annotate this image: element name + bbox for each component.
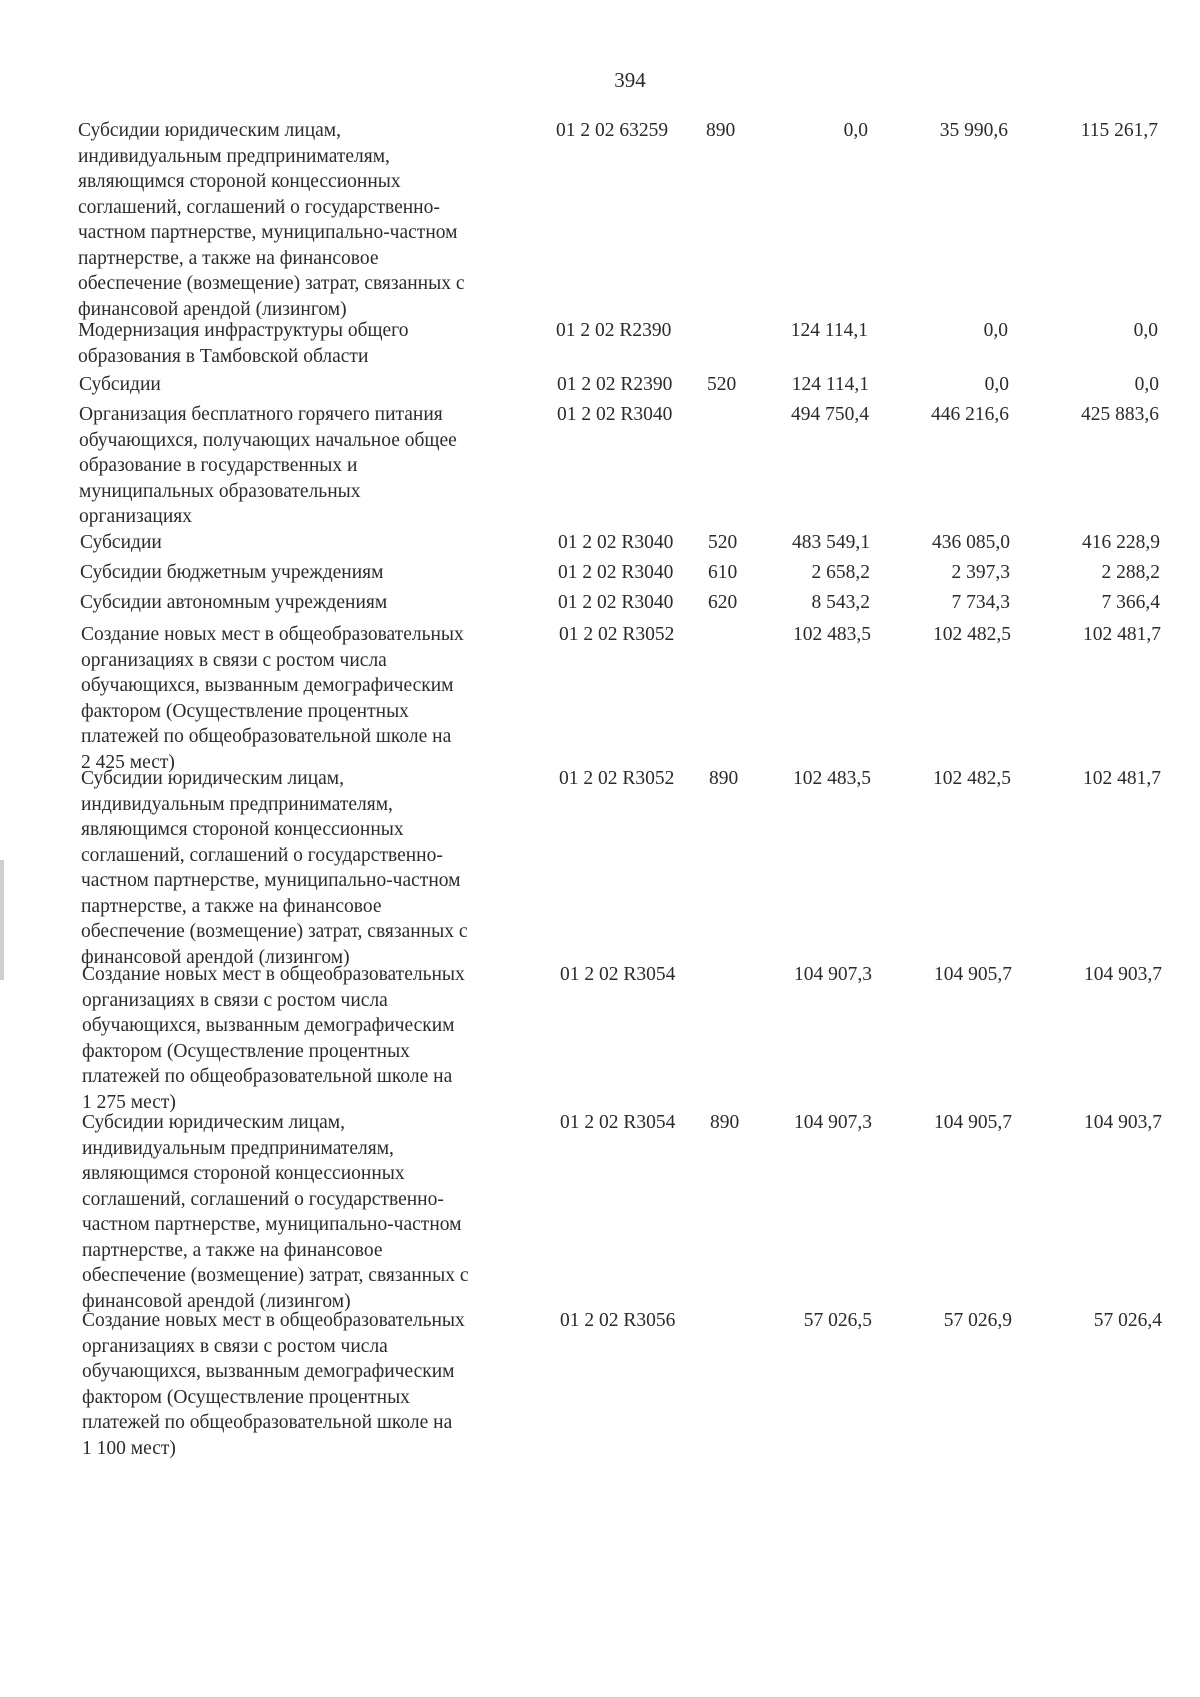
row-value-3: 0,0 (1133, 320, 1158, 341)
row-code: 01 2 02 R3054 (560, 1112, 676, 1133)
row-value-1: 102 483,5 (793, 768, 871, 789)
row-value-1: 2 658,2 (811, 562, 870, 583)
page-number: 394 (614, 68, 646, 92)
row-expense-type: 890 (709, 768, 739, 789)
table-row (80, 590, 1170, 613)
row-expense-type: 520 (708, 532, 738, 553)
row-name (81, 622, 551, 775)
row-name-line: финансовой арендой (лизингом) (82, 1290, 351, 1312)
row-name (78, 118, 548, 322)
table-row (80, 530, 1170, 553)
table-row (81, 622, 1171, 773)
row-value-3: 7 366,4 (1101, 592, 1160, 613)
row-value-2: 0,0 (983, 320, 1008, 341)
row-name-line: платежей по общеобразовательной школе на (82, 1412, 453, 1433)
row-name-line: являющимся стороной концессионных (82, 1163, 405, 1184)
table-row (78, 318, 1168, 367)
row-name-line: индивидуальным предпринимателям, (82, 1137, 394, 1159)
row-value-2: 102 482,5 (933, 624, 1011, 645)
row-name-line: организациях (79, 506, 192, 527)
row-name (79, 402, 549, 530)
row-value-3: 104 903,7 (1084, 1112, 1162, 1133)
row-name-line: организациях в связи с ростом числа (81, 649, 387, 671)
row-value-3: 102 481,7 (1083, 624, 1161, 645)
row-name-line: Создание новых мест в общеобразовательных (81, 624, 464, 645)
table-row (82, 962, 1172, 1113)
row-value-3: 115 261,7 (1080, 120, 1158, 141)
row-value-2: 57 026,9 (943, 1310, 1012, 1331)
row-name-line: Модернизация инфраструктуры общего (78, 320, 409, 341)
table-row (80, 560, 1170, 583)
row-name-line: фактором (Осуществление процентных (82, 1040, 410, 1062)
row-name-line: обучающихся, вызванным демографическим (82, 1015, 455, 1036)
row-name-line: организациях в связи с ростом числа (82, 1335, 388, 1357)
row-name-line: обеспечение (возмещение) затрат, связанных с (81, 921, 468, 942)
row-code: 01 2 02 R2390 (557, 374, 673, 395)
row-expense-type: 890 (710, 1112, 740, 1133)
row-expense-type: 620 (708, 592, 738, 613)
row-value-2: 104 905,7 (934, 964, 1012, 985)
table-row (79, 372, 1169, 395)
row-name-line: Субсидии юридическим лицам, (81, 768, 345, 789)
row-code: 01 2 02 R3040 (557, 404, 673, 425)
row-name-line: Создание новых мест в общеобразовательных (82, 964, 465, 985)
row-name-line: Создание новых мест в общеобразовательных (82, 1310, 465, 1331)
row-name-line: соглашений, соглашений о государственно- (81, 844, 443, 866)
row-value-2: 436 085,0 (932, 532, 1010, 553)
row-name-line: 1 100 мест) (82, 1437, 176, 1459)
row-expense-type: 520 (707, 374, 737, 395)
row-name (82, 1308, 552, 1461)
row-code: 01 2 02 R2390 (556, 320, 672, 341)
row-value-1: 494 750,4 (791, 404, 869, 425)
row-name-line: обеспечение (возмещение) затрат, связанных с (78, 273, 465, 294)
row-name-line: индивидуальным предпринимателям, (78, 145, 390, 167)
row-name-line: обеспечение (возмещение) затрат, связанных с (82, 1265, 469, 1286)
row-value-2: 35 990,6 (939, 120, 1008, 141)
row-name-line: фактором (Осуществление процентных (81, 700, 409, 722)
row-name (81, 766, 551, 970)
row-value-1: 102 483,5 (793, 624, 871, 645)
row-name-line: финансовой арендой (лизингом) (81, 946, 350, 968)
row-value-1: 483 549,1 (792, 532, 870, 553)
row-name-line: Организация бесплатного горячего питания (79, 404, 443, 425)
row-name-line: частном партнерстве, муниципально-частном (81, 870, 461, 891)
row-name-line: партнерстве, а также на финансовое (78, 247, 379, 269)
row-value-3: 2 288,2 (1101, 562, 1160, 583)
row-name (82, 962, 552, 1115)
row-code: 01 2 02 R3056 (560, 1310, 676, 1331)
row-name (82, 1110, 552, 1314)
row-name-line: Субсидии бюджетным учреждениям (80, 562, 384, 583)
row-name-line: Субсидии юридическим лицам, (82, 1112, 346, 1133)
row-name (78, 318, 548, 369)
table-row (79, 402, 1169, 527)
row-value-1: 104 907,3 (794, 964, 872, 985)
row-value-3: 104 903,7 (1084, 964, 1162, 985)
row-name-line: организациях в связи с ростом числа (82, 989, 388, 1011)
row-name-line: 1 275 мест) (82, 1091, 176, 1113)
row-code: 01 2 02 R3040 (558, 532, 674, 553)
row-name (80, 560, 550, 586)
row-name (80, 590, 550, 616)
row-name-line: соглашений, соглашений о государственно- (82, 1188, 444, 1210)
row-value-3: 0,0 (1134, 374, 1159, 395)
row-name-line: платежей по общеобразовательной школе на (81, 726, 452, 747)
row-value-1: 8 543,2 (811, 592, 870, 613)
row-name-line: партнерстве, а также на финансовое (81, 895, 382, 917)
row-name-line: финансовой арендой (лизингом) (78, 298, 347, 320)
row-name-line: Субсидии юридическим лицам, (78, 120, 342, 141)
row-name-line: частном партнерстве, муниципально-частном (82, 1214, 462, 1235)
row-name (80, 530, 550, 556)
row-expense-type: 890 (706, 120, 736, 141)
row-value-3: 425 883,6 (1081, 404, 1159, 425)
row-name-line: частном партнерстве, муниципально-частном (78, 222, 458, 243)
row-name-line: соглашений, соглашений о государственно- (78, 196, 440, 218)
row-name-line: индивидуальным предпринимателям, (81, 793, 393, 815)
row-value-1: 57 026,5 (803, 1310, 872, 1331)
row-value-3: 416 228,9 (1082, 532, 1160, 553)
row-name-line: обучающихся, вызванным демографическим (81, 675, 454, 696)
row-name-line: являющимся стороной концессионных (81, 819, 404, 840)
row-code: 01 2 02 R3040 (558, 592, 674, 613)
row-value-1: 124 114,1 (791, 374, 869, 395)
row-name-line: образование в государственных и (79, 455, 358, 476)
row-name-line: 2 425 мест) (81, 751, 175, 773)
row-name-line: партнерстве, а также на финансовое (82, 1239, 383, 1261)
row-code: 01 2 02 R3052 (559, 768, 675, 789)
row-value-2: 446 216,6 (931, 404, 1009, 425)
row-name-line: Субсидии (80, 532, 162, 553)
row-value-1: 104 907,3 (794, 1112, 872, 1133)
row-value-2: 7 734,3 (951, 592, 1010, 613)
row-name-line: обучающихся, получающих начальное общее (79, 429, 457, 451)
row-name-line: платежей по общеобразовательной школе на (82, 1066, 453, 1087)
row-value-2: 102 482,5 (933, 768, 1011, 789)
row-name-line: муниципальных образовательных (79, 480, 361, 502)
row-name-line: Субсидии (79, 374, 161, 395)
row-value-3: 57 026,4 (1093, 1310, 1162, 1331)
row-name-line: являющимся стороной концессионных (78, 171, 401, 192)
row-code: 01 2 02 R3054 (560, 964, 676, 985)
row-name-line: фактором (Осуществление процентных (82, 1386, 410, 1408)
row-value-2: 0,0 (984, 374, 1009, 395)
row-name (79, 372, 549, 398)
row-value-1: 124 114,1 (790, 320, 868, 341)
table-row (82, 1110, 1172, 1312)
row-value-2: 2 397,3 (951, 562, 1010, 583)
row-code: 01 2 02 R3052 (559, 624, 675, 645)
row-value-2: 104 905,7 (934, 1112, 1012, 1133)
row-value-1: 0,0 (843, 120, 868, 141)
row-expense-type: 610 (708, 562, 738, 583)
table-row (82, 1308, 1172, 1459)
table-row (78, 118, 1168, 320)
row-name-line: обучающихся, вызванным демографическим (82, 1361, 455, 1382)
row-name-line: Субсидии автономным учреждениям (80, 592, 388, 613)
row-value-3: 102 481,7 (1083, 768, 1161, 789)
row-code: 01 2 02 R3040 (558, 562, 674, 583)
row-name-line: образования в Тамбовской области (78, 345, 369, 367)
table-row (81, 766, 1171, 968)
row-code: 01 2 02 63259 (556, 120, 669, 141)
